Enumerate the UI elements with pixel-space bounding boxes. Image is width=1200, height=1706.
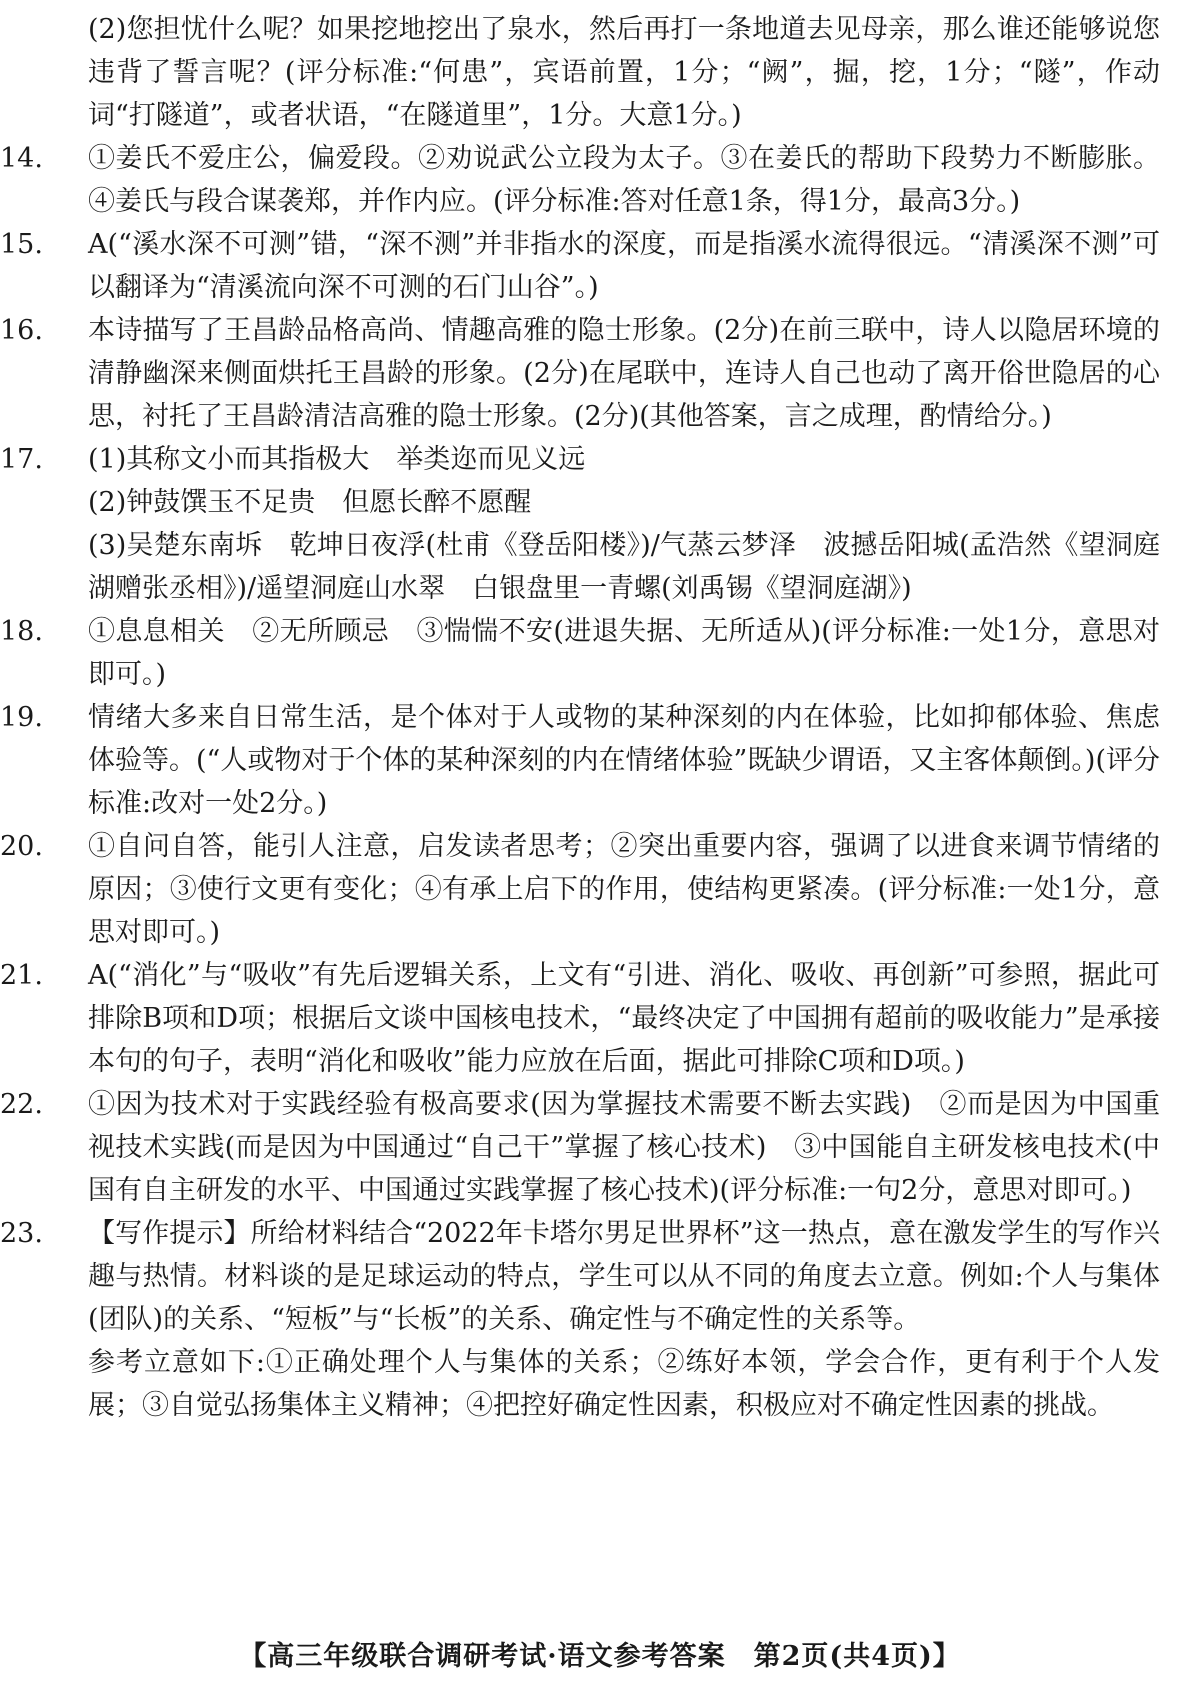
page-footer: 【高三年级联合调研考试·语文参考答案 第2页(共4页)】 (239, 1641, 961, 1672)
answer-21: 21. A(“消化”与“吸收”有先后逻辑关系，上文有“引进、消化、吸收、再创新”可参照，据此可排除B项和D项；根据后文谈中国核电技术，“最终决定了中国拥有超前的吸收能力”是承接本句的句子，表明“消化和吸收”能力应放在后面，据此可排除C项和D项。) (88, 954, 1160, 1083)
answer-text: 情绪大多来自日常生活，是个体对于人或物的某种深刻的内在体验，比如抑郁体验、焦虑体验等。(“人或物对于个体的某种深刻的内在情绪体验”既缺少谓语，又主客体颠倒。)(评分标准:改对一处2分。) (88, 702, 1160, 819)
answer-14: 14. ①姜氏不爱庄公，偏爱段。②劝说武公立段为太子。③在姜氏的帮助下段势力不断膨胀。④姜氏与段合谋袭郑，并作内应。(评分标准:答对任意1条，得1分，最高3分。) (88, 137, 1160, 223)
writing-hint: 【写作提示】所给材料结合“2022年卡塔尔男足世界杯”这一热点，意在激发学生的写作兴趣与热情。材料谈的是足球运动的特点，学生可以从不同的角度去立意。例如:个人与集体(团队)的关系、“短板”与“长板”的关系、确定性与不确定性的关系等。 (88, 1218, 1160, 1335)
answer-18: 18. ①息息相关 ②无所顾忌 ③惴惴不安(进退失据、无所适从)(评分标准:一处1分，意思对即可。) (88, 610, 1160, 696)
answer-page (0, 8, 1160, 1427)
answer-text: A(“消化”与“吸收”有先后逻辑关系，上文有“引进、消化、吸收、再创新”可参照，据此可排除B项和D项；根据后文谈中国核电技术，“最终决定了中国拥有超前的吸收能力”是承接本句的句子，表明“消化和吸收”能力应放在后面，据此可排除C项和D项。) (88, 960, 1160, 1077)
reference-theme: 参考立意如下:①正确处理个人与集体的关系；②练好本领，学会合作，更有利于个人发展；③自觉弘扬集体主义精神；④把控好确定性因素，积极应对不确定性因素的挑战。 (88, 1347, 1160, 1421)
answer-16: 16. 本诗描写了王昌龄品格高尚、情趣高雅的隐士形象。(2分)在前三联中，诗人以隐居环境的清静幽深来侧面烘托王昌龄的形象。(2分)在尾联中，连诗人自己也动了离开俗世隐居的心思，衬托了王昌龄清洁高雅的隐士形象。(2分)(其他答案，言之成理，酌情给分。) (88, 309, 1160, 438)
answer-text: 本诗描写了王昌龄品格高尚、情趣高雅的隐士形象。(2分)在前三联中，诗人以隐居环境的清静幽深来侧面烘托王昌龄的形象。(2分)在尾联中，连诗人自己也动了离开俗世隐居的心思，衬托了王昌龄清洁高雅的隐士形象。(2分)(其他答案，言之成理，酌情给分。) (88, 315, 1160, 432)
answer-17-line-1: (1)其称文小而其指极大 举类迩而见义远 (88, 444, 586, 475)
answer-22: 22. ①因为技术对于实践经验有极高要求(因为掌握技术需要不断去实践) ②而是因为中国重视技术实践(而是因为中国通过“自己干”掌握了核心技术) ③中国能自主研发核电技术(中国有自主研发的水平、中国通过实践掌握了核心技术)(评分标准:一句2分，意思对即可。) (88, 1083, 1160, 1212)
answer-text: A(“溪水深不可测”错，“深不测”并非指水的深度，而是指溪水流得很远。“清溪深不测”可以翻译为“清溪流向深不可测的石门山谷”。) (88, 229, 1160, 303)
answer-17-line-3: (3)吴楚东南坼 乾坤日夜浮(杜甫《登岳阳楼》)/气蒸云梦泽 波撼岳阳城(孟浩然《望洞庭湖赠张丞相》)/遥望洞庭山水翠 白银盘里一青螺(刘禹锡《望洞庭湖》) (88, 530, 1160, 604)
answer-23: 23. 【写作提示】所给材料结合“2022年卡塔尔男足世界杯”这一热点，意在激发学生的写作兴趣与热情。材料谈的是足球运动的特点，学生可以从不同的角度去立意。例如:个人与集体(团队)的关系、“短板”与“长板”的关系、确定性与不确定性的关系等。 参考立意如下:①正确处理个人与集体的关系；②练好本领，学会合作，更有利于个人发展；③自觉弘扬集体主义精神；④把控好确定性因素，积极应对不确定性因素的挑战。 (88, 1212, 1160, 1427)
answer-15: 15. A(“溪水深不可测”错，“深不测”并非指水的深度，而是指溪水流得很远。“清溪深不测”可以翻译为“清溪流向深不可测的石门山谷”。) (88, 223, 1160, 309)
answer-19: 19. 情绪大多来自日常生活，是个体对于人或物的某种深刻的内在体验，比如抑郁体验、焦虑体验等。(“人或物对于个体的某种深刻的内在情绪体验”既缺少谓语，又主客体颠倒。)(评分标准:改对一处2分。) (88, 696, 1160, 825)
answer-13-2: (2)您担忧什么呢？如果挖地挖出了泉水，然后再打一条地道去见母亲，那么谁还能够说您违背了誓言呢？(评分标准:“何患”，宾语前置，1分；“阙”，掘，挖，1分；“隧”，作动词“打隧道”，或者状语，“在隧道里”，1分。大意1分。) (88, 14, 1160, 131)
answer-text: ①息息相关 ②无所顾忌 ③惴惴不安(进退失据、无所适从)(评分标准:一处1分，意思对即可。) (88, 616, 1160, 690)
answer-17: 17. (1)其称文小而其指极大 举类迩而见义远 (2)钟鼓馔玉不足贵 但愿长醉不愿醒 (3)吴楚东南坼 乾坤日夜浮(杜甫《登岳阳楼》)/气蒸云梦泽 波撼岳阳城(孟浩然《望洞庭湖赠张丞相》)/遥望洞庭山水翠 白银盘里一青螺(刘禹锡《望洞庭湖》) (88, 438, 1160, 610)
answer-text: ①自问自答，能引人注意，启发读者思考；②突出重要内容，强调了以进食来调节情绪的原因；③使行文更有变化；④有承上启下的作用，使结构更紧凑。(评分标准:一处1分，意思对即可。) (88, 831, 1160, 948)
answer-23-body (88, 1212, 1160, 1427)
answer-20: 20. ①自问自答，能引人注意，启发读者思考；②突出重要内容，强调了以进食来调节情绪的原因；③使行文更有变化；④有承上启下的作用，使结构更紧凑。(评分标准:一处1分，意思对即可。) (88, 825, 1160, 954)
answer-text: ①姜氏不爱庄公，偏爱段。②劝说武公立段为太子。③在姜氏的帮助下段势力不断膨胀。④姜氏与段合谋袭郑，并作内应。(评分标准:答对任意1条，得1分，最高3分。) (88, 143, 1160, 217)
answer-text: ①因为技术对于实践经验有极高要求(因为掌握技术需要不断去实践) ②而是因为中国重视技术实践(而是因为中国通过“自己干”掌握了核心技术) ③中国能自主研发核电技术(中国有自主研发的水平、中国通过实践掌握了核心技术)(评分标准:一句2分，意思对即可。) (88, 1089, 1160, 1206)
answer-17-lines (88, 438, 1160, 610)
answer-17-line-2: (2)钟鼓馔玉不足贵 但愿长醉不愿醒 (88, 487, 532, 518)
